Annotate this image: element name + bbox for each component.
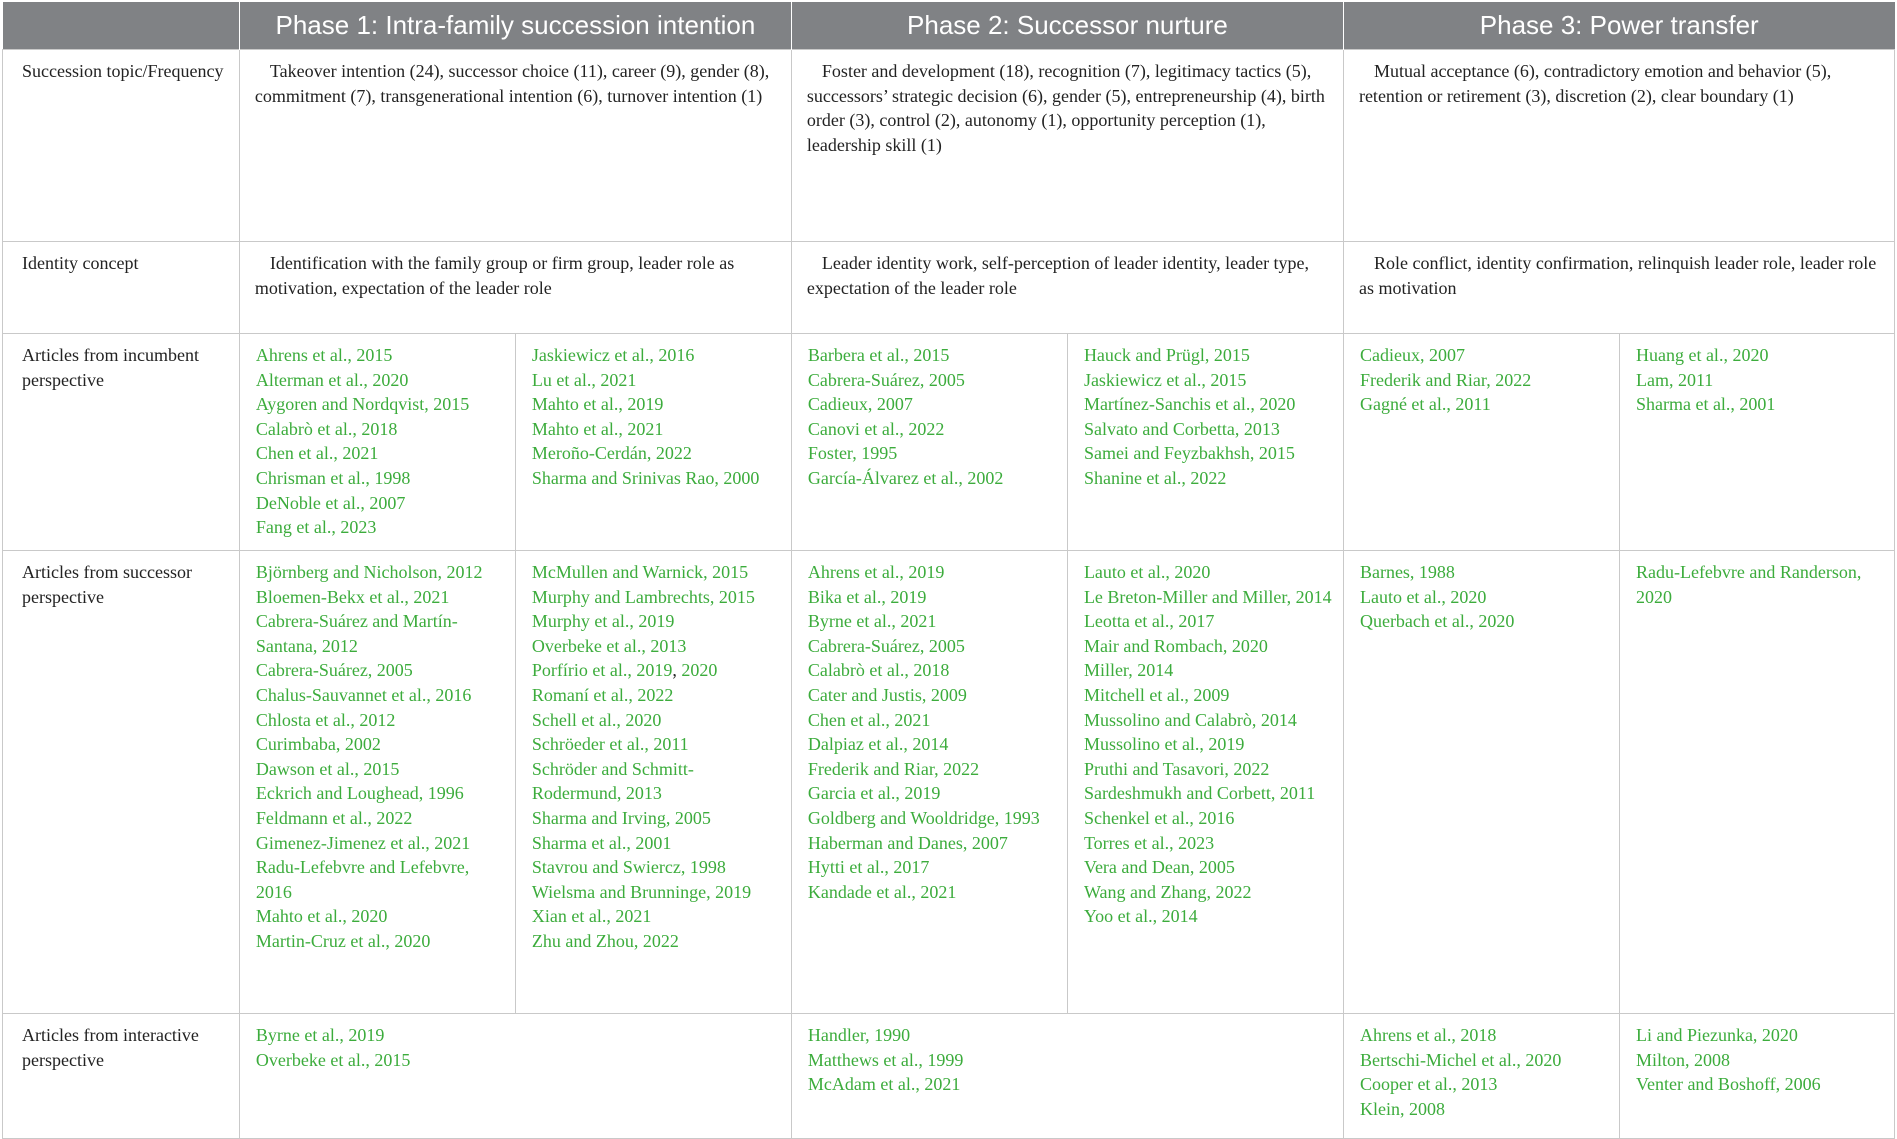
row-label-identity: Identity concept xyxy=(3,242,240,334)
reference-link[interactable]: Querbach et al., 2020 xyxy=(1359,611,1515,632)
reference-link[interactable]: Lauto et al., 2020 xyxy=(1359,586,1487,607)
reference-link[interactable]: McAdam et al., 2021 xyxy=(807,1074,961,1095)
reference-link[interactable]: 2020 xyxy=(681,660,718,681)
reference-link[interactable]: Bertschi-Michel et al., 2020 xyxy=(1359,1049,1562,1070)
successor-1b-before xyxy=(532,560,781,658)
reference-link[interactable]: Schröder and Schmitt-Rodermund, 2013 xyxy=(531,758,694,804)
reference-link[interactable]: Hauck and Prügl, 2015 xyxy=(1083,345,1250,365)
reference-link[interactable]: Sharma and Irving, 2005 xyxy=(531,807,711,828)
reference-link[interactable]: Meroño-Cerdán, 2022 xyxy=(531,443,692,464)
cell-interactive-phase-1 xyxy=(239,1014,791,1139)
succession-table xyxy=(2,2,1895,1139)
reference-link[interactable]: Miller, 2014 xyxy=(1083,660,1174,681)
reference-link[interactable]: Cooper et al., 2013 xyxy=(1359,1074,1498,1095)
table-row-successor xyxy=(3,551,1895,1014)
reference-link[interactable]: Samei and Feyzbakhsh, 2015 xyxy=(1083,443,1295,464)
reference-link[interactable]: Jaskiewicz et al., 2016 xyxy=(531,345,695,365)
reference-link[interactable]: Hytti et al., 2017 xyxy=(807,857,930,878)
reference-link[interactable]: García-Álvarez et al., 2002 xyxy=(807,467,1004,488)
reference-link[interactable]: Zhu and Zhou, 2022 xyxy=(531,930,679,951)
reference-link[interactable]: Martínez-Sanchis et al., 2020 xyxy=(1083,394,1296,415)
reference-link[interactable]: Foster, 1995 xyxy=(807,443,898,464)
reference-link[interactable]: Cater and Justis, 2009 xyxy=(807,684,967,705)
cell-topic-phase-2: Foster and development (18), recognition (7), legitimacy tactics (5), successors’ strategic decision (6), gender (5), entrepreneurship (4), birth order (3), control (2), autonomy (1), opportunity perception (1), leadership skill (1) xyxy=(791,50,1343,242)
reference-link[interactable]: Cadieux, 2007 xyxy=(1359,345,1465,365)
reference-link[interactable]: Chen et al., 2021 xyxy=(807,709,931,730)
reference-link[interactable]: Schröeder et al., 2011 xyxy=(531,734,689,755)
table-row-incumbent xyxy=(3,334,1895,551)
reference-link[interactable]: Shanine et al., 2022 xyxy=(1083,467,1227,488)
cell-incumbent-phase-3a xyxy=(1343,334,1619,551)
reference-link[interactable]: Chrisman et al., 1998 xyxy=(255,467,411,488)
reference-link[interactable]: Cabrera-Suárez, 2005 xyxy=(807,369,965,390)
reference-link[interactable]: Alterman et al., 2020 xyxy=(255,369,409,390)
reference-link[interactable]: Chen et al., 2021 xyxy=(255,443,379,464)
reference-link[interactable]: Bloemen-Bekx et al., 2021 xyxy=(255,586,450,607)
reference-link[interactable]: Bika et al., 2019 xyxy=(807,586,927,607)
reference-link[interactable]: Mussolino et al., 2019 xyxy=(1083,734,1245,755)
reference-link[interactable]: Dawson et al., 2015 xyxy=(255,758,400,779)
reference-link[interactable]: Sharma and Srinivas Rao, 2000 xyxy=(531,467,760,488)
reference-link[interactable]: Aygoren and Nordqvist, 2015 xyxy=(255,394,470,415)
cell-incumbent-phase-3b xyxy=(1619,334,1894,551)
reference-link[interactable]: Dalpiaz et al., 2014 xyxy=(807,734,949,755)
reference-link[interactable]: Mussolino and Calabrò, 2014 xyxy=(1083,709,1297,730)
reference-link[interactable]: Curimbaba, 2002 xyxy=(255,734,381,755)
reference-link[interactable]: Wang and Zhang, 2022 xyxy=(1083,881,1252,902)
reference-link[interactable]: Ahrens et al., 2019 xyxy=(807,562,945,582)
reference-link[interactable]: Mahto et al., 2021 xyxy=(531,418,664,439)
reference-link[interactable]: Barbera et al., 2015 xyxy=(807,345,950,365)
reference-link[interactable]: Leotta et al., 2017 xyxy=(1083,611,1215,632)
reference-link[interactable]: McMullen and Warnick, 2015 xyxy=(531,562,749,582)
reference-link[interactable]: Schell et al., 2020 xyxy=(531,709,662,730)
header-phase-3: Phase 3: Power transfer xyxy=(1343,2,1894,50)
reference-link[interactable]: Huang et al., 2020 xyxy=(1635,345,1769,365)
reference-link[interactable]: Lauto et al., 2020 xyxy=(1083,562,1211,582)
reference-link[interactable]: Chlosta et al., 2012 xyxy=(255,709,396,730)
reference-link[interactable]: Vera and Dean, 2005 xyxy=(1083,857,1235,878)
cell-identity-phase-3: Role conflict, identity confirmation, relinquish leader role, leader role as motivation xyxy=(1343,242,1894,334)
reference-link[interactable]: Byrne et al., 2019 xyxy=(255,1025,385,1045)
reference-link[interactable]: Björnberg and Nicholson, 2012 xyxy=(255,562,483,582)
reference-link[interactable]: Yoo et al., 2014 xyxy=(1083,906,1198,927)
cell-interactive-phase-3b xyxy=(1619,1014,1894,1139)
row-label-incumbent: Articles from incumbent perspective xyxy=(3,334,240,551)
row-label-interactive: Articles from interactive perspective xyxy=(3,1014,240,1139)
reference-link[interactable]: Fang et al., 2023 xyxy=(255,517,377,538)
reference-link[interactable]: Mahto et al., 2020 xyxy=(255,906,388,927)
reference-link[interactable]: Porfírio et al., 2019 xyxy=(531,660,673,681)
reference-link[interactable]: Chalus-Sauvannet et al., 2016 xyxy=(255,684,472,705)
cell-incumbent-phase-1b xyxy=(515,334,791,551)
reference-link[interactable]: Radu-Lefebvre and Randerson, 2020 xyxy=(1635,562,1862,607)
reference-link[interactable]: Calabrò et al., 2018 xyxy=(807,660,950,681)
cell-incumbent-phase-1a xyxy=(239,334,515,551)
reference-link[interactable]: Ahrens et al., 2018 xyxy=(1359,1025,1497,1045)
reference-link[interactable]: Cabrera-Suárez and Martín-Santana, 2012 xyxy=(255,611,458,656)
reference-link[interactable]: Wielsma and Brunninge, 2019 xyxy=(531,881,752,902)
table-row-identity xyxy=(3,242,1895,334)
reference-link[interactable]: Calabrò et al., 2018 xyxy=(255,418,398,439)
reference-link[interactable]: Lu et al., 2021 xyxy=(531,369,637,390)
cell-successor-phase-1a xyxy=(239,551,515,1014)
reference-link[interactable]: Mahto et al., 2019 xyxy=(531,394,664,415)
cell-successor-phase-3b xyxy=(1619,551,1894,1014)
reference-link[interactable]: Murphy and Lambrechts, 2015 xyxy=(531,586,755,607)
cell-interactive-phase-3a xyxy=(1343,1014,1619,1139)
reference-link[interactable]: Le Breton-Miller and Miller, 2014 xyxy=(1083,586,1332,607)
reference-link[interactable]: Cabrera-Suárez, 2005 xyxy=(807,635,965,656)
header-corner xyxy=(3,2,240,50)
reference-link[interactable]: Byrne et al., 2021 xyxy=(807,611,937,632)
reference-link[interactable]: Milton, 2008 xyxy=(1635,1049,1730,1070)
reference-link[interactable]: Cabrera-Suárez, 2005 xyxy=(255,660,413,681)
reference-link[interactable]: Gagné et al., 2011 xyxy=(1359,394,1491,415)
reference-link[interactable]: Xian et al., 2021 xyxy=(531,906,652,927)
reference-link[interactable]: Goldberg and Wooldridge, 1993 xyxy=(807,807,1040,828)
reference-link[interactable]: Romaní et al., 2022 xyxy=(531,684,674,705)
reference-link[interactable]: Matthews et al., 1999 xyxy=(807,1049,964,1070)
reference-link[interactable]: Garcia et al., 2019 xyxy=(807,783,941,804)
reference-link[interactable]: DeNoble et al., 2007 xyxy=(255,492,406,513)
reference-link[interactable]: Canovi et al., 2022 xyxy=(807,418,945,439)
table-row-topic xyxy=(3,50,1895,242)
reference-link[interactable]: Li and Piezunka, 2020 xyxy=(1635,1025,1798,1045)
cell-interactive-phase-2 xyxy=(791,1014,1343,1139)
reference-link[interactable]: Schenkel et al., 2016 xyxy=(1083,807,1235,828)
cell-identity-phase-2: Leader identity work, self-perception of leader identity, leader type, expectation of the leader role xyxy=(791,242,1343,334)
reference-link[interactable]: Overbeke et al., 2013 xyxy=(531,635,687,656)
reference-link[interactable]: Torres et al., 2023 xyxy=(1083,832,1215,853)
reference-link[interactable]: Ahrens et al., 2015 xyxy=(255,345,393,365)
reference-link[interactable]: Martin-Cruz et al., 2020 xyxy=(255,930,431,951)
reference-link[interactable]: Overbeke et al., 2015 xyxy=(255,1049,411,1070)
header-row xyxy=(3,2,1895,50)
reference-link[interactable]: Jaskiewicz et al., 2015 xyxy=(1083,369,1247,390)
reference-link[interactable]: Handler, 1990 xyxy=(807,1025,911,1045)
reference-link[interactable]: Frederik and Riar, 2022 xyxy=(1359,369,1532,390)
header-phase-2: Phase 2: Successor nurture xyxy=(791,2,1343,50)
reference-link[interactable]: Lam, 2011 xyxy=(1635,369,1714,390)
reference-link[interactable]: Sardeshmukh and Corbett, 2011 xyxy=(1083,783,1316,804)
table-container xyxy=(2,2,1895,1139)
reference-separator: , xyxy=(672,660,682,681)
cell-topic-phase-1: Takeover intention (24), successor choice (11), career (9), gender (8), commitment (7), transgenerational intention (6), turnover intention (1) xyxy=(239,50,791,242)
reference-link[interactable]: Mitchell et al., 2009 xyxy=(1083,684,1230,705)
reference-link[interactable]: Eckrich and Loughead, 1996 xyxy=(255,783,464,804)
reference-link[interactable]: Sharma et al., 2001 xyxy=(531,832,672,853)
cell-successor-phase-3a xyxy=(1343,551,1619,1014)
cell-incumbent-phase-2b xyxy=(1067,334,1343,551)
reference-link[interactable]: Sharma et al., 2001 xyxy=(1635,394,1776,415)
cell-successor-phase-2b xyxy=(1067,551,1343,1014)
reference-link[interactable]: Frederik and Riar, 2022 xyxy=(807,758,980,779)
reference-link[interactable]: Mair and Rombach, 2020 xyxy=(1083,635,1268,656)
reference-link[interactable]: Feldmann et al., 2022 xyxy=(255,807,413,828)
cell-successor-phase-1b xyxy=(515,551,791,1014)
header-phase-1: Phase 1: Intra-family succession intention xyxy=(239,2,791,50)
reference-porfirio xyxy=(532,658,781,683)
reference-link[interactable]: Klein, 2008 xyxy=(1359,1098,1445,1119)
cell-successor-phase-2a xyxy=(791,551,1067,1014)
successor-1b-after xyxy=(532,683,781,954)
reference-link[interactable]: Salvato and Corbetta, 2013 xyxy=(1083,418,1280,439)
reference-link[interactable]: Cadieux, 2007 xyxy=(807,394,913,415)
cell-incumbent-phase-2a xyxy=(791,334,1067,551)
reference-link[interactable]: Haberman and Danes, 2007 xyxy=(807,832,1008,853)
reference-link[interactable]: Kandade et al., 2021 xyxy=(807,881,957,902)
reference-link[interactable]: Venter and Boshoff, 2006 xyxy=(1635,1074,1821,1095)
row-label-successor: Articles from successor perspective xyxy=(3,551,240,1014)
reference-link[interactable]: Murphy et al., 2019 xyxy=(531,611,675,632)
reference-link[interactable]: Pruthi and Tasavori, 2022 xyxy=(1083,758,1270,779)
reference-link[interactable]: Barnes, 1988 xyxy=(1359,562,1455,582)
table-row-interactive xyxy=(3,1014,1895,1139)
reference-link[interactable]: Radu-Lefebvre and Lefebvre, 2016 xyxy=(255,857,470,902)
cell-topic-phase-3: Mutual acceptance (6), contradictory emotion and behavior (5), retention or retirement (3), discretion (2), clear boundary (1) xyxy=(1343,50,1894,242)
reference-link[interactable]: Gimenez-Jimenez et al., 2021 xyxy=(255,832,471,853)
reference-link[interactable]: Stavrou and Swiercz, 1998 xyxy=(531,857,726,878)
cell-identity-phase-1: Identification with the family group or firm group, leader role as motivation, expectation of the leader role xyxy=(239,242,791,334)
row-label-topic: Succession topic/Frequency xyxy=(3,50,240,242)
